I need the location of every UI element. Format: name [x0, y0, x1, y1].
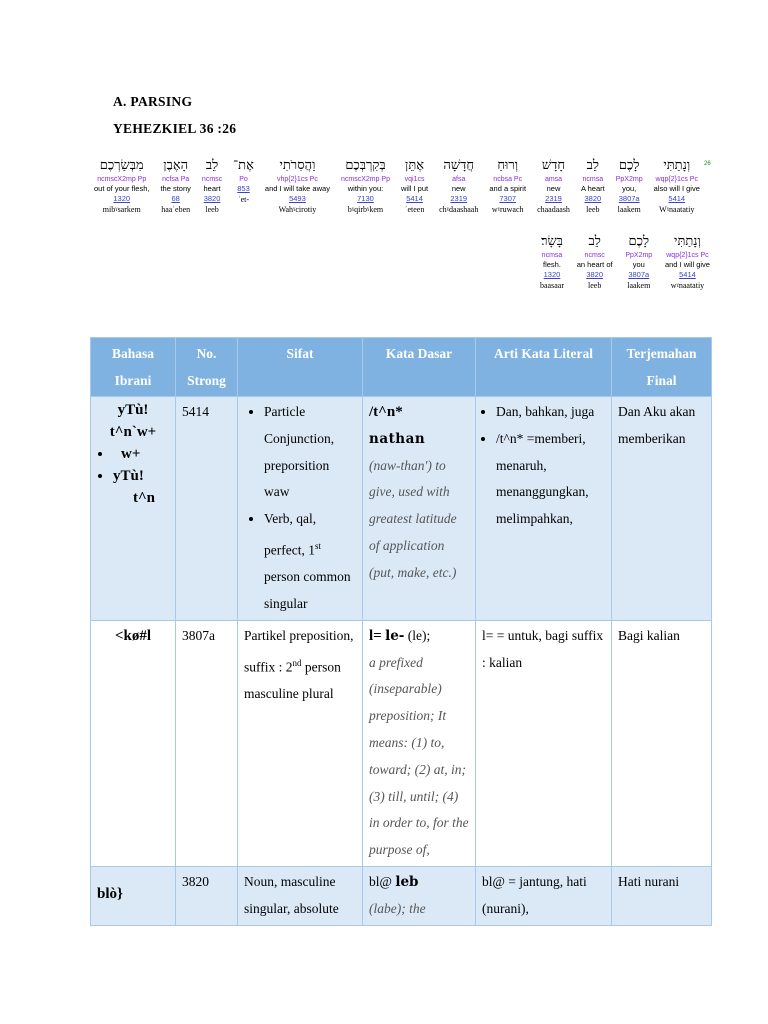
strong-number[interactable]: 3820 [586, 270, 603, 279]
header-terjemahan-final: Terjemahan Final [612, 338, 712, 397]
english-gloss: new [451, 184, 466, 193]
cell-arti-literal: • Dan, bahkan, juga • /t^n* =memberi, menaruh, menanggungkan, melimpahkan, [476, 397, 612, 621]
transliteration: Wˠnaatatiy [659, 205, 695, 214]
table-row [91, 620, 712, 866]
header-kata-dasar: Kata Dasar [363, 338, 476, 397]
interlinear-word [577, 233, 613, 291]
morph-code: amsa [544, 176, 563, 183]
english-gloss: heart [203, 184, 221, 193]
interlinear-word [665, 233, 710, 291]
interlinear-word [540, 233, 564, 291]
hebrew-word: לָכֶם [618, 158, 640, 173]
morph-code: wqp{2}1cs Pc [666, 252, 709, 259]
strong-number[interactable]: 5414 [668, 194, 686, 203]
interlinear-word [616, 157, 643, 215]
verse-number: 26 [704, 161, 711, 167]
cell-kata-dasar: bl@ leb (labe); the [363, 867, 476, 926]
transliteration: leeb [588, 281, 602, 290]
strong-number[interactable]: 3820 [203, 194, 221, 203]
cell-sifat: • Particle Conjunction, preporsition waw • Verb, qal, perfect, 1st person common singular [238, 397, 363, 621]
parsing-table [90, 337, 712, 926]
hebrew-word: לָכֶם [628, 234, 650, 249]
hebrew-word: וְנָתַתִּי [663, 158, 691, 173]
english-gloss: flesh. [543, 260, 561, 269]
strong-number[interactable]: 5493 [289, 194, 306, 203]
morph-code: ncmscX2mp Pp [97, 176, 147, 183]
cell-strong: 5414 [176, 397, 238, 621]
morph-code: ncmsa [541, 252, 563, 259]
english-gloss: you, [622, 184, 637, 193]
transliteration: wˠnaatatiy [670, 281, 705, 290]
strong-number[interactable]: 3807a [618, 194, 640, 203]
morph-code: ncmsa [582, 176, 604, 183]
transliteration: mibˠsarkem [102, 205, 141, 214]
interlinear-word [94, 157, 149, 215]
cell-sifat: Partikel preposition, suffix : 2nd person masculine plural [238, 620, 363, 866]
cell-sifat: Noun, masculine singular, absolute [238, 867, 363, 926]
transliteration: ʾet- [237, 195, 250, 204]
transliteration: chaadaash [537, 205, 570, 214]
english-gloss: and a spirit [489, 184, 527, 193]
morph-code: PpX2mp [625, 252, 653, 259]
transliteration: leeb [205, 205, 219, 214]
verse-reference: YEHEZKIEL 36 :26 [113, 121, 237, 136]
english-gloss: also will I give [653, 184, 700, 193]
cell-terjemahan: Dan Aku akan memberikan [612, 397, 712, 621]
interlinear-word [439, 157, 478, 215]
cell-ibrani: blò} [91, 867, 176, 926]
cell-ibrani: <kø#l [91, 620, 176, 866]
english-gloss: the stony [160, 184, 191, 193]
interlinear-word [160, 157, 190, 215]
strong-number[interactable]: 2319 [450, 194, 468, 203]
interlinear-line-1 [94, 157, 700, 215]
strong-number[interactable]: 853 [237, 184, 250, 193]
transliteration: leeb [586, 205, 600, 214]
table-row [91, 397, 712, 621]
section-heading: A. PARSING [113, 94, 193, 109]
interlinear-word [233, 157, 254, 215]
english-gloss: and I will take away [264, 184, 330, 193]
interlinear-word [654, 157, 700, 215]
transliteration: chˠdaashaah [439, 205, 479, 214]
transliteration: haaʾeben [161, 205, 191, 214]
cell-strong: 3820 [176, 867, 238, 926]
english-gloss: new [546, 184, 561, 193]
cell-arti-literal: l= = untuk, bagi suffix : kalian [476, 620, 612, 866]
transliteration: ʾeteen [404, 205, 425, 214]
cell-ibrani: yTù! t^n`w+ • w+ • yTù! t^n [91, 397, 176, 621]
strong-number[interactable]: 1320 [543, 270, 561, 279]
english-gloss: an heart of [576, 260, 613, 269]
header-bahasa-ibrani: Bahasa Ibrani [91, 338, 176, 397]
morph-code: afsa [452, 176, 466, 183]
strong-number[interactable]: 1320 [113, 194, 131, 203]
morph-code: ncmsc [201, 176, 223, 183]
interlinear-word [202, 157, 222, 215]
interlinear-line-2 [540, 233, 710, 291]
strong-number[interactable]: 7307 [499, 194, 517, 203]
header-sifat: Sifat [238, 338, 363, 397]
interlinear-word [265, 157, 330, 215]
table-row [91, 867, 712, 926]
hebrew-word: חָדָשׁ [541, 158, 566, 173]
header-arti-kata-literal: Arti Kata Literal [476, 338, 612, 397]
hebrew-word: חֲדָשָׁה [443, 158, 475, 173]
interlinear-word [581, 157, 605, 215]
morph-code: ncfsa Pa [162, 176, 190, 183]
strong-number[interactable]: 7130 [357, 194, 374, 203]
interlinear-word [537, 157, 570, 215]
cell-kata-dasar: l= le- (le); a prefixed (inseparable) preposition; It means: (1) to, toward; (2) at, in; (3) till, until; (4) in order to, for the purpose of, [363, 620, 476, 866]
hebrew-word: הָאֶבֶן [163, 158, 189, 173]
strong-number[interactable]: 3820 [584, 194, 602, 203]
morph-code: vqi1cs [404, 176, 425, 183]
hebrew-word: לֵב [586, 158, 600, 173]
strong-number[interactable]: 3807a [628, 270, 650, 279]
transliteration: wˠruwach [491, 205, 524, 214]
cell-strong: 3807a [176, 620, 238, 866]
strong-number[interactable]: 68 [171, 194, 180, 203]
morph-code: Po [239, 176, 248, 183]
morph-code: ncmsc [584, 252, 605, 259]
cell-arti-literal: bl@ = jantung, hati (nurani), [476, 867, 612, 926]
hebrew-word: וְנָתַתִּי [674, 234, 701, 249]
table-header-row [91, 338, 712, 397]
transliteration: baasaar [540, 281, 564, 290]
cell-terjemahan: Bagi kalian [612, 620, 712, 866]
morph-code: PpX2mp [615, 176, 643, 183]
hebrew-word: לֵב [588, 234, 601, 249]
transliteration: laakem [627, 281, 651, 290]
interlinear-word [489, 157, 526, 215]
hebrew-word: מִבְּשַׂרְכֶם [99, 158, 144, 173]
english-gloss: you [632, 260, 645, 269]
english-gloss: will I put [401, 184, 429, 193]
hebrew-word: וְרוּחַ [497, 158, 519, 173]
hebrew-word: אֶת־ [233, 158, 254, 173]
strong-number[interactable]: 5414 [406, 194, 423, 203]
strong-number[interactable]: 2319 [545, 194, 562, 203]
cell-kata-dasar: /t^n* nathan (naw-than') to give, used with greatest latitude of application (put, make, etc.) [363, 397, 476, 621]
transliteration: Wahˠcirotiy [278, 205, 317, 214]
morph-code: ncmscX2mp Pp [340, 176, 390, 183]
english-gloss: out of your flesh, [94, 184, 150, 193]
hebrew-word: בָּשָׂר׃ [541, 234, 563, 249]
transliteration: laakem [617, 205, 641, 214]
hebrew-word: וַהֲסִרֹתִי [279, 158, 316, 173]
interlinear-word [625, 233, 652, 291]
interlinear-word [341, 157, 390, 215]
english-gloss: within you: [347, 184, 384, 193]
hebrew-word: לֵב [205, 158, 219, 173]
hebrew-word: אֶתֵּן [405, 158, 425, 173]
strong-number[interactable]: 5414 [679, 270, 696, 279]
hebrew-word: בְּקִרְבְּכֶם [345, 158, 386, 173]
interlinear-word [401, 157, 428, 215]
morph-code: ncbsa Pc [493, 176, 523, 183]
transliteration: bˠqirbˠkem [347, 205, 384, 214]
cell-terjemahan: Hati nurani [612, 867, 712, 926]
english-gloss: and I will give [664, 260, 710, 269]
english-gloss: A heart [580, 184, 605, 193]
header-no-strong: No. Strong [176, 338, 238, 397]
morph-code: vhp{2}1cs Pc [276, 176, 318, 183]
morph-code: wqp{2}1cs Pc [655, 176, 698, 183]
